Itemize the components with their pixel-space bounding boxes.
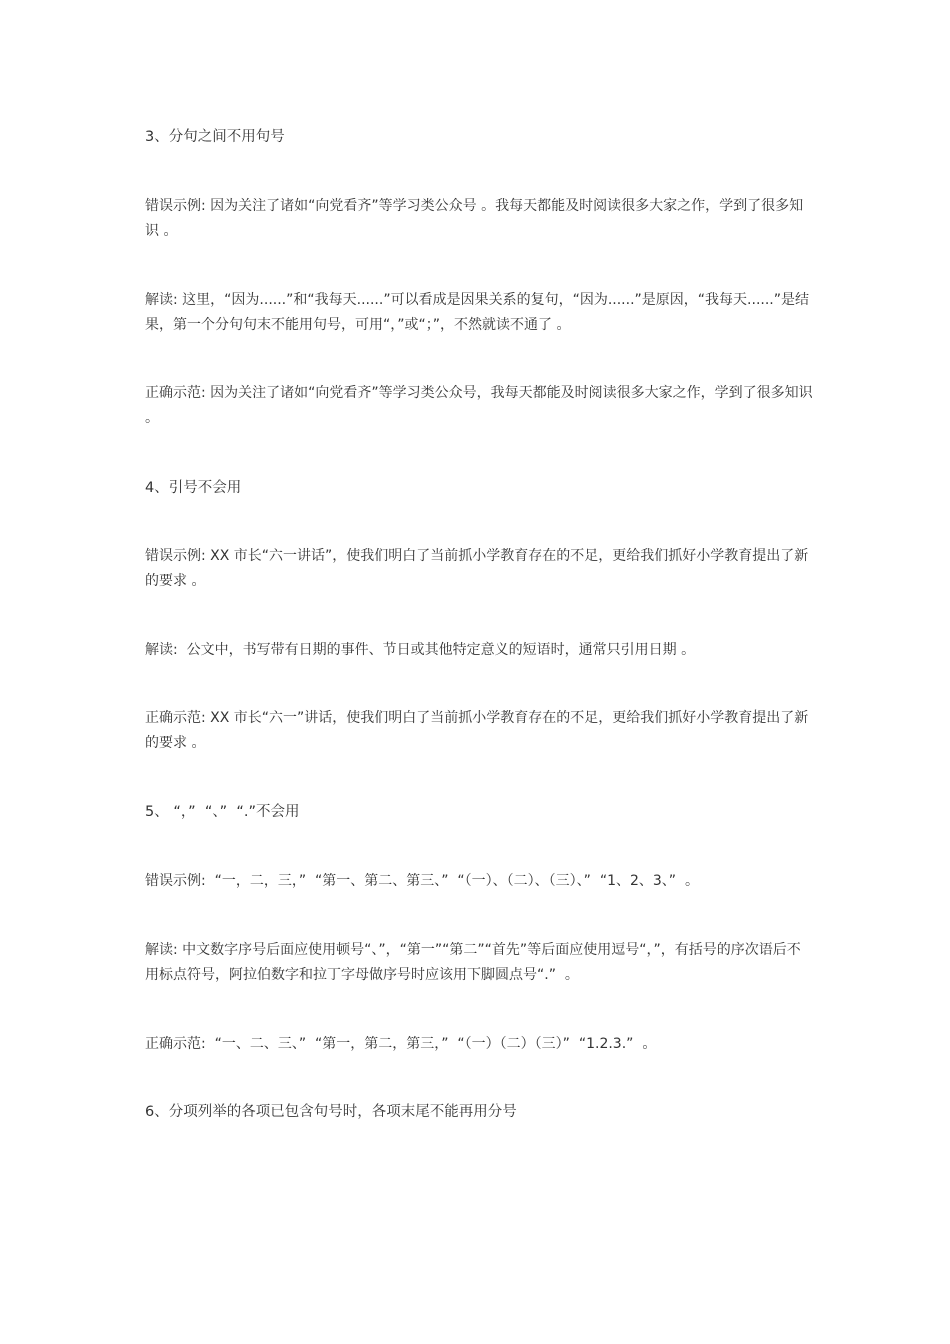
- correct-example-5: 正确示范: “一、二、三、” “第一，第二，第三，” “（一）（二）（三）” “1.2.3.” 。: [145, 1036, 657, 1052]
- explanation-5: 解读: 中文数字序号后面应使用顿号“、”，“第一”“第二”“首先”等后面应使用逗号“，”，有括号的序次语后不用标点符号，阿拉伯数字和拉丁字母做序号时应该用下脚圆点号“.” 。: [145, 942, 801, 983]
- explanation-3: 解读: 这里，“因为......”和“我每天......”可以看成是因果关系的复句，“因为......”是原因，“我每天......”是结果，第一个分句句末不能用句号，可用“，”或“；”，不然就读不通了 。: [145, 292, 809, 333]
- section-heading-6: 6、分项列举的各项已包含句号时，各项末尾不能再用分号: [145, 1104, 517, 1120]
- error-example-3: 错误示例: 因为关注了诸如“向党看齐”等学习类公众号 。我每天都能及时阅读很多大家之作，学到了很多知识 。: [145, 198, 804, 239]
- correct-example-3: 正确示范: 因为关注了诸如“向党看齐”等学习类公众号，我每天都能及时阅读很多大家之作，学到了很多知识 。: [145, 385, 818, 426]
- section-heading-3: 3、分句之间不用句号: [145, 129, 285, 145]
- section-heading-4: 4、引号不会用: [145, 480, 242, 496]
- error-example-5: 错误示例: “一，二，三，” “第一、第二、第三、” “（一）、（二）、（三）、” “1、2、3、” 。: [145, 873, 699, 889]
- section-heading-5: 5、 “，” “、” “.”不会用: [145, 804, 300, 820]
- correct-example-4: 正确示范: XX 市长“六一”讲话，使我们明白了当前抓小学教育存在的不足，更给我们抓好小学教育提出了新的要求 。: [145, 710, 809, 751]
- explanation-4: 解读: 公文中，书写带有日期的事件、节日或其他特定意义的短语时，通常只引用日期 。: [145, 642, 696, 658]
- error-example-4: 错误示例: XX 市长“六一讲话”，使我们明白了当前抓小学教育存在的不足，更给我们抓好小学教育提出了新的要求 。: [145, 548, 809, 589]
